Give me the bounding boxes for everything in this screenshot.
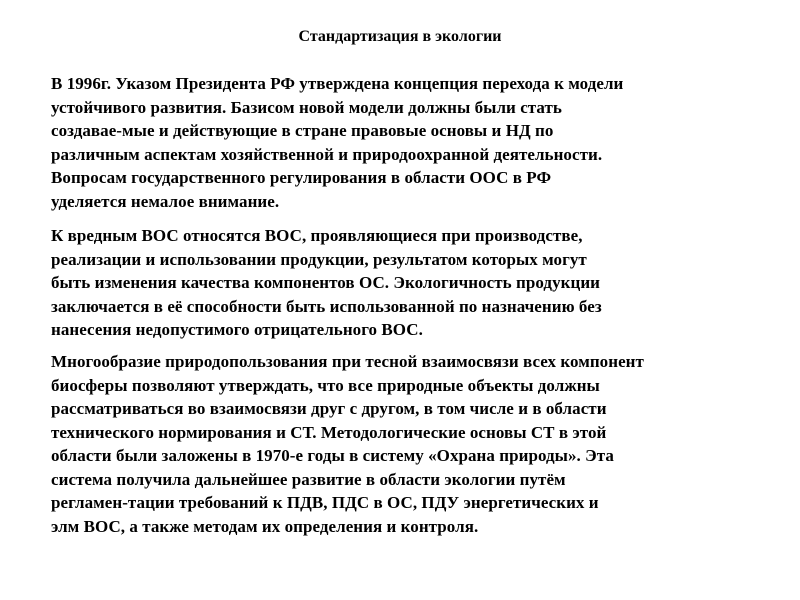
- text-line: К вредным ВОС относятся ВОС, проявляющиеся при производстве,: [51, 226, 583, 245]
- text-line: элм ВОС, а также методам их определения и контроля.: [51, 516, 479, 536]
- text-line: биосферы позволяют утверждать, что все природные объекты должны: [51, 375, 600, 395]
- text-line: быть изменения качества компонентов ОС. Экологичность продукции: [51, 273, 601, 292]
- text-line: нанесения недопустимого отрицательного ВОС.: [51, 320, 423, 339]
- text-line: технического нормирования и СТ. Методологические основы СТ в этой: [51, 422, 607, 442]
- paragraph-nature-management: [51, 350, 779, 538]
- text-line: Многообразие природопользования при тесной взаимосвязи всех компонент: [51, 352, 644, 371]
- text-line: регламен-тации требований к ПДВ, ПДС в ОС, ПДУ энергетических и: [51, 493, 599, 512]
- text-line: система получила дальнейшее развитие в области экологии путём: [51, 469, 566, 489]
- text-line: создавае-мые и действующие в стране правовые основы и НД по: [51, 121, 554, 140]
- text-line: Вопросам государственного регулирования в области ООС в РФ: [51, 168, 552, 187]
- text-line: реализации и использовании продукции, результатом которых могут: [51, 249, 587, 269]
- text-line: области были заложены в 1970-е годы в систему «Охрана природы». Эта: [51, 446, 614, 465]
- text-line: заключается в её способности быть использованной по назначению без: [51, 296, 602, 316]
- paragraph-decree-1996: [51, 72, 779, 213]
- text-line: различным аспектам хозяйственной и природоохранной деятельности.: [51, 144, 603, 164]
- text-line: рассматриваться во взаимосвязи друг с другом, в том числе и в области: [51, 399, 607, 418]
- paragraph-harmful-impacts: [51, 224, 779, 342]
- text-line: В 1996г. Указом Президента РФ утверждена концепция перехода к модели: [51, 74, 624, 93]
- slide-title: Стандартизация в экологии: [298, 28, 502, 45]
- text-line: уделяется немалое внимание.: [51, 191, 280, 211]
- text-line: устойчивого развития. Базисом новой модели должны были стать: [51, 97, 562, 117]
